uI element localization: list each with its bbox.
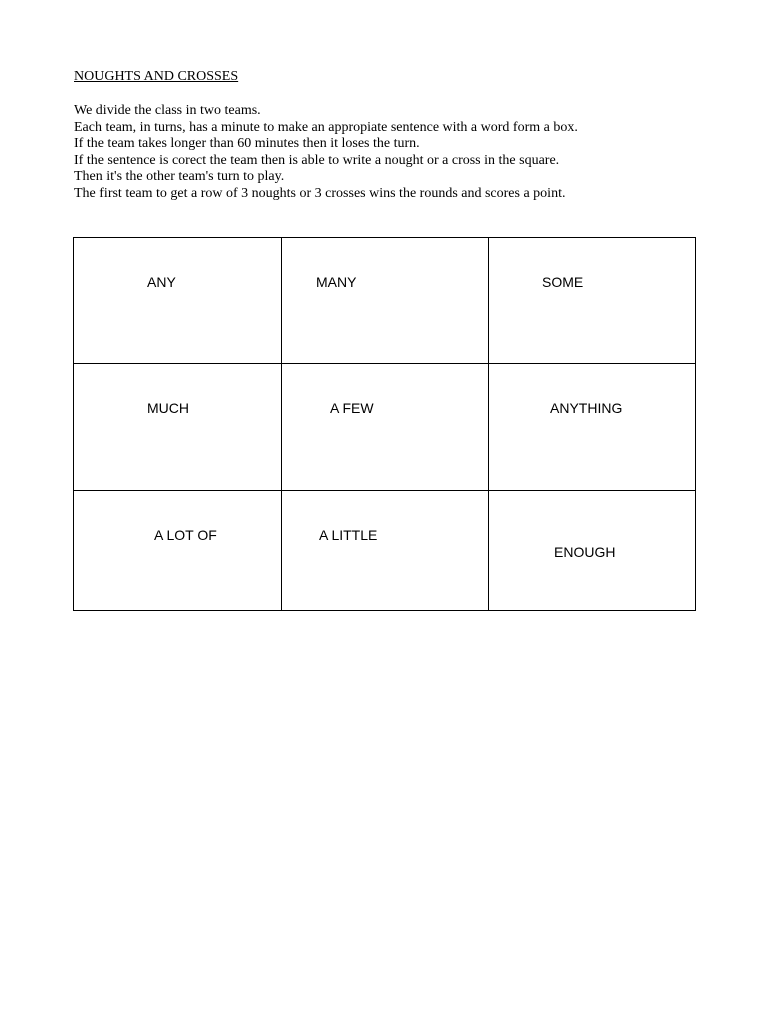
rules-list [74, 103, 578, 203]
grid-divider-horizontal [74, 490, 695, 491]
noughts-crosses-grid [73, 237, 696, 611]
grid-divider-horizontal [74, 363, 695, 364]
grid-cell-word: MANY [316, 274, 357, 290]
page-title: NOUGHTS AND CROSSES [74, 69, 239, 84]
grid-cell-word: ANYTHING [550, 400, 623, 416]
rule-line: Then it's the other team's turn to play. [74, 169, 285, 185]
grid-cell-word: ENOUGH [554, 544, 616, 560]
grid-divider-vertical [488, 238, 489, 610]
grid-cell-word: A FEW [330, 400, 374, 416]
grid-cell-word: ANY [147, 274, 176, 290]
rule-line: We divide the class in two teams. [74, 103, 261, 118]
rule-line: The first team to get a row of 3 noughts or 3 crosses wins the rounds and scores a point. [74, 185, 566, 201]
grid-cell-word: MUCH [147, 400, 189, 416]
rule-line: Each team, in turns, has a minute to make an appropiate sentence with a word form a box. [74, 119, 578, 135]
grid-cell-word: A LOT OF [154, 527, 217, 543]
rule-line: If the team takes longer than 60 minutes then it loses the turn. [74, 136, 420, 152]
grid-divider-vertical [281, 238, 282, 610]
grid-cell-word: SOME [542, 274, 584, 290]
grid-cell-word: A LITTLE [319, 527, 378, 543]
rule-line: If the sentence is corect the team then is able to write a nought or a cross in the square. [74, 152, 560, 168]
